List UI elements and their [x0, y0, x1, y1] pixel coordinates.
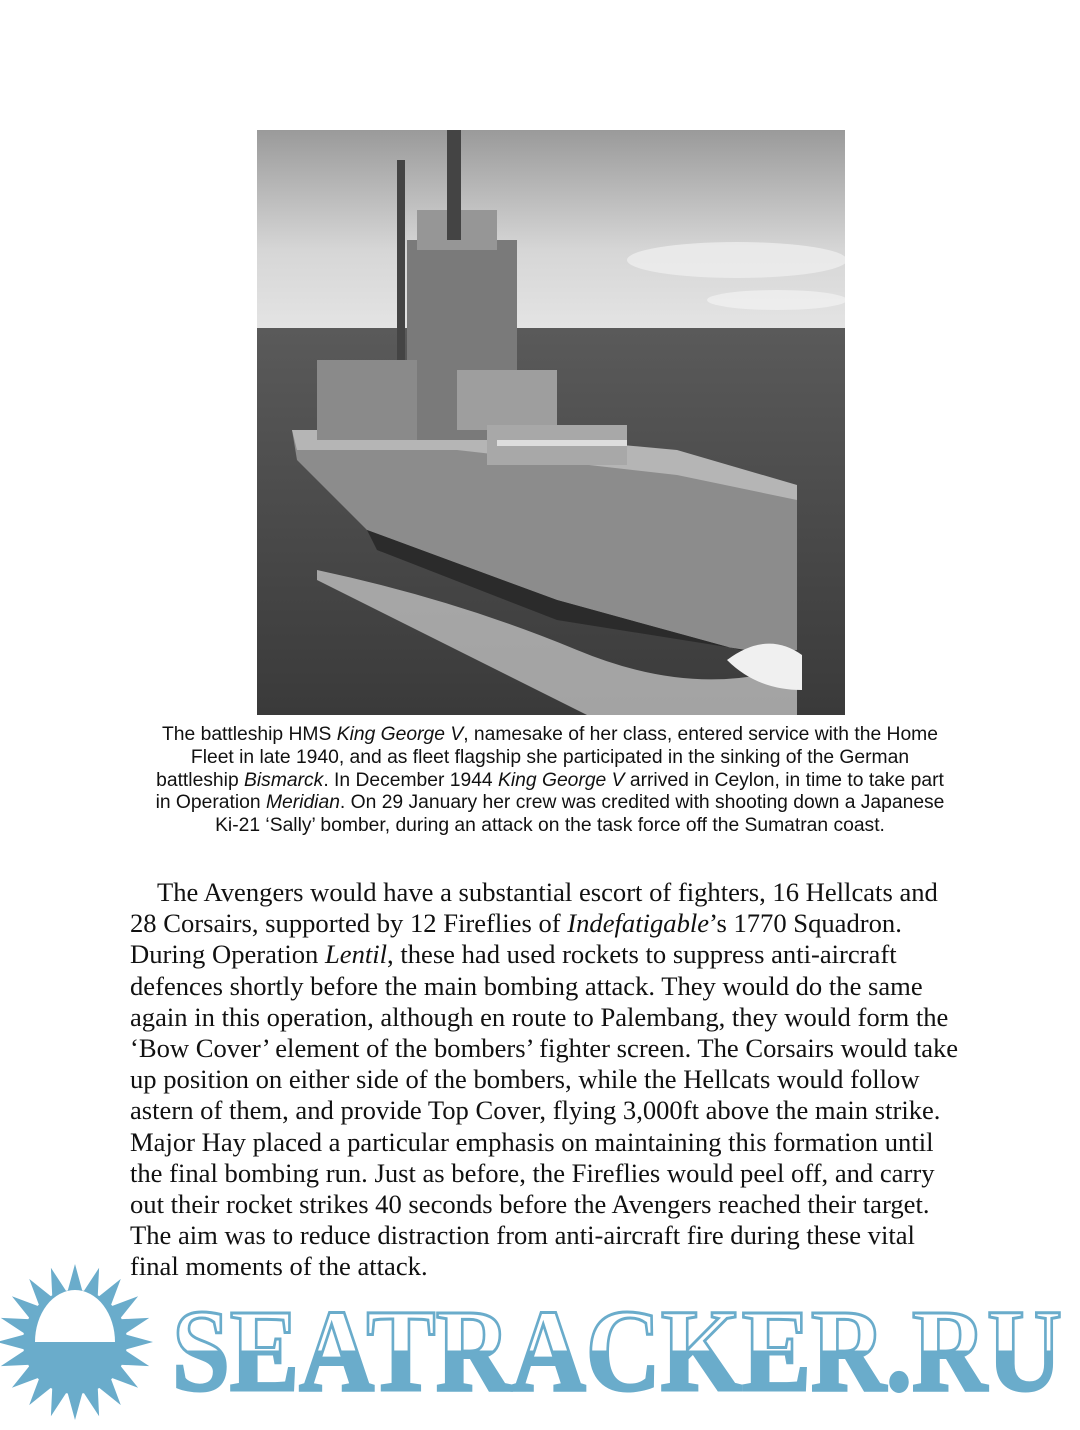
text-line: [120, 747, 980, 770]
text-segment: again in this operation, although en route to Palembang, they would form the: [130, 1001, 949, 1032]
text-segment: battleship: [156, 769, 245, 791]
text-segment: Ki-21 ‘Sally’ bomber, during an attack on the task force off the Sumatran coast.: [215, 815, 885, 837]
text-segment: . In December 1944: [323, 769, 499, 791]
italic-text: Lentil: [324, 939, 388, 970]
italic-text: Indefatigable: [567, 908, 710, 939]
text-segment: , these had used rockets to suppress anti-aircraft: [387, 939, 897, 970]
text-line: [120, 724, 980, 747]
text-line: [130, 908, 990, 939]
text-line: [130, 877, 990, 908]
text-line: [130, 1220, 990, 1251]
text-segment: astern of them, and provide Top Cover, flying 3,000ft above the main strike.: [130, 1095, 941, 1126]
text-segment: ‘Bow Cover’ element of the bombers’ fighter screen. The Corsairs would take: [130, 1033, 959, 1064]
text-segment: the final bombing run. Just as before, the Fireflies would peel off, and carry: [130, 1157, 935, 1188]
text-segment: The Avengers would have a substantial escort of fighters, 16 Hellcats and: [157, 877, 938, 907]
text-segment: ’s 1770 Squadron.: [709, 908, 902, 939]
text-segment: defences shortly before the main bombing attack. They would do the same: [130, 970, 923, 1001]
text-line: [130, 1127, 990, 1158]
watermark-logo: [0, 1262, 1080, 1425]
italic-text: King George V: [498, 769, 625, 791]
watermark-text: SEATRACKER.RU: [172, 1285, 1062, 1416]
text-segment: arrived in Ceylon, in time to take part: [624, 769, 944, 791]
text-line: [130, 1002, 990, 1033]
text-segment: 28 Corsairs, supported by 12 Fireflies of: [130, 908, 568, 939]
text-line: [130, 939, 990, 970]
battleship-photo: [257, 130, 845, 715]
text-line: [130, 971, 990, 1002]
text-segment: Major Hay placed a particular emphasis on maintaining this formation until: [130, 1126, 934, 1157]
text-segment: . On 29 January her crew was credited with shooting down a Japanese: [339, 792, 945, 814]
text-line: [130, 1064, 990, 1095]
text-segment: final moments of the attack.: [130, 1251, 428, 1282]
text-segment: , namesake of her class, entered service with the Home: [463, 724, 938, 745]
text-line: [130, 1033, 990, 1064]
sun-icon: [0, 1264, 153, 1420]
text-line: [120, 792, 980, 815]
text-segment: During Operation: [130, 939, 325, 970]
text-segment: up position on either side of the bombers, while the Hellcats would follow: [130, 1064, 920, 1095]
text-segment: Fleet in late 1940, and as fleet flagship she participated in the sinking of the German: [190, 746, 910, 768]
text-line: [130, 1158, 990, 1189]
photo-caption: [120, 724, 980, 838]
italic-text: King George V: [336, 724, 464, 745]
text-segment: out their rocket strikes 40 seconds before the Avengers reached their target.: [130, 1189, 930, 1220]
body-paragraph: [130, 877, 990, 1283]
text-line: [120, 815, 980, 838]
text-segment: The aim was to reduce distraction from anti-aircraft fire during these vital: [130, 1220, 915, 1251]
text-line: [130, 1095, 990, 1126]
text-segment: in Operation: [155, 792, 266, 814]
text-line: [130, 1189, 990, 1220]
italic-text: Bismarck: [244, 769, 324, 791]
italic-text: Meridian: [265, 792, 340, 814]
text-segment: The battleship HMS: [162, 724, 337, 745]
text-line: [120, 770, 980, 793]
